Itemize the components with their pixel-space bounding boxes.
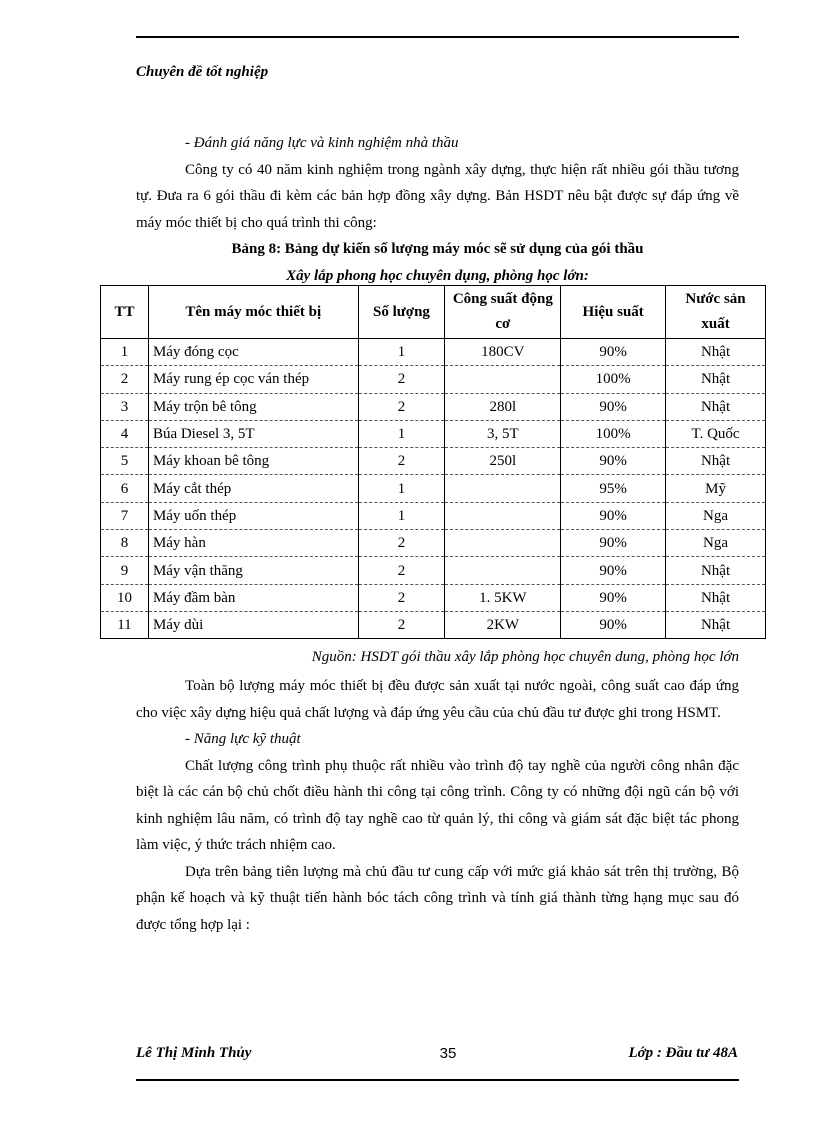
- table-cell: Máy trộn bê tông: [148, 393, 358, 420]
- table-cell: 90%: [561, 557, 666, 584]
- table-row: [101, 448, 766, 475]
- table-cell: 11: [101, 611, 149, 638]
- table-cell: Mỹ: [666, 475, 766, 502]
- column-header: TT: [101, 286, 149, 339]
- table-header-row: [101, 286, 766, 339]
- table-cell: 2: [358, 393, 445, 420]
- table-cell: 90%: [561, 339, 666, 366]
- column-header: Tên máy móc thiết bị: [148, 286, 358, 339]
- paragraph-equipment-origin: Toàn bộ lượng máy móc thiết bị đều được sản xuất tại nước ngoài, công suất cao đáp ứng cho việc xây dựng hiệu quả chất lượng và đáp ứng yêu cầu của chủ đầu tư được ghi trong HSMT.: [136, 678, 739, 721]
- section-heading-technical: - Năng lực kỹ thuật: [185, 731, 301, 747]
- table-cell: Nga: [666, 502, 766, 529]
- table-cell: 90%: [561, 448, 666, 475]
- table-cell: [445, 530, 561, 557]
- column-header: Hiệu suất: [561, 286, 666, 339]
- table-cell: Máy đóng cọc: [148, 339, 358, 366]
- paragraph-experience: Công ty có 40 năm kinh nghiệm trong ngành xây dựng, thực hiện rất nhiều gói thầu tương tự. Đưa ra 6 gói thầu đi kèm các bản hợp đồng xây dựng. Bản HSDT nêu bật được sự đáp ứng về máy móc thiết bị cho quá trình thi công:: [136, 161, 739, 231]
- table-cell: 250l: [445, 448, 561, 475]
- table-cell: [445, 366, 561, 393]
- table-row: [101, 530, 766, 557]
- column-header: Số lượng: [358, 286, 445, 339]
- table-cell: 2: [101, 366, 149, 393]
- table-cell: Búa Diesel 3, 5T: [148, 420, 358, 447]
- table-cell: T. Quốc: [666, 420, 766, 447]
- page-number: 35: [439, 1045, 457, 1062]
- table-row: [101, 366, 766, 393]
- table-cell: 3, 5T: [445, 420, 561, 447]
- table-row: [101, 475, 766, 502]
- paragraph-quality: Chất lượng công trình phụ thuộc rất nhiều vào trình độ tay nghề của người công nhân đặc biệt là các cán bộ chủ chốt điều hành thi công tại công trình. Công ty có những đội ngũ cán bộ với kinh nghiệm lâu năm, có trình độ tay nghề cao từ quản lý, thi công và giám sát đặc biệt tác phong làm việc, ý thức trách nhiệm cao.: [136, 757, 739, 853]
- table-cell: 7: [101, 502, 149, 529]
- table-cell: 1. 5KW: [445, 584, 561, 611]
- table-cell: 2KW: [445, 611, 561, 638]
- table-cell: 2: [358, 584, 445, 611]
- paragraph-estimation: Dựa trên bảng tiên lượng mà chủ đầu tư cung cấp với mức giá khảo sát trên thị trường, Bộ phận kế hoạch và kỹ thuật tiến hành bóc tách công trình và tính giá thành từng hạng mục sau đó được tổng hợp lại :: [136, 863, 739, 933]
- table-cell: 1: [358, 475, 445, 502]
- table-cell: 2: [358, 557, 445, 584]
- table-cell: Nhật: [666, 448, 766, 475]
- table-cell: Nhật: [666, 366, 766, 393]
- section-contractor-evaluation: [136, 130, 739, 289]
- table-cell: 2: [358, 366, 445, 393]
- table-cell: 2: [358, 611, 445, 638]
- section-technical-capacity: [136, 673, 739, 938]
- header-rule: [136, 36, 739, 38]
- table-cell: 5: [101, 448, 149, 475]
- table-cell: Máy vận thăng: [148, 557, 358, 584]
- table-cell: Máy dùi: [148, 611, 358, 638]
- table-cell: 1: [358, 502, 445, 529]
- table-cell: Nhật: [666, 393, 766, 420]
- table-row: [101, 420, 766, 447]
- table-cell: [445, 502, 561, 529]
- table-cell: 8: [101, 530, 149, 557]
- table-row: [101, 611, 766, 638]
- table-cell: 280l: [445, 393, 561, 420]
- table-cell: Máy rung ép cọc ván thép: [148, 366, 358, 393]
- table-cell: Nhật: [666, 611, 766, 638]
- table-cell: [445, 475, 561, 502]
- table-cell: 1: [101, 339, 149, 366]
- table-row: [101, 557, 766, 584]
- table-row: [101, 584, 766, 611]
- table-cell: Máy uốn thép: [148, 502, 358, 529]
- table-cell: Nhật: [666, 584, 766, 611]
- table-cell: 90%: [561, 584, 666, 611]
- table-cell: 90%: [561, 530, 666, 557]
- table-cell: Nhật: [666, 339, 766, 366]
- table-caption: Bảng 8: Bảng dự kiến số lượng máy móc sẽ sử dụng của gói thầu: [231, 241, 644, 257]
- table-cell: 3: [101, 393, 149, 420]
- table-cell: 6: [101, 475, 149, 502]
- table-cell: 180CV: [445, 339, 561, 366]
- section-heading-capacity: - Đánh giá năng lực và kinh nghiệm nhà thầu: [185, 135, 459, 151]
- table-cell: 95%: [561, 475, 666, 502]
- table-cell: 100%: [561, 420, 666, 447]
- table-cell: 90%: [561, 502, 666, 529]
- footer-author: Lê Thị Minh Thủy: [136, 1045, 252, 1061]
- table-cell: 90%: [561, 393, 666, 420]
- document-header-title: Chuyên đề tốt nghiệp: [136, 64, 269, 80]
- table-cell: 1: [358, 420, 445, 447]
- footer-rule: [136, 1079, 739, 1081]
- column-header: Công suất động cơ: [445, 286, 561, 339]
- table-row: [101, 393, 766, 420]
- table-cell: Nhật: [666, 557, 766, 584]
- table-cell: Máy cắt thép: [148, 475, 358, 502]
- table-row: [101, 502, 766, 529]
- table-cell: Nga: [666, 530, 766, 557]
- table-cell: Máy hàn: [148, 530, 358, 557]
- table-cell: Máy khoan bê tông: [148, 448, 358, 475]
- table-cell: 10: [101, 584, 149, 611]
- table-cell: 2: [358, 530, 445, 557]
- table-cell: [445, 557, 561, 584]
- table-cell: 9: [101, 557, 149, 584]
- table-source-note: Nguồn: HSDT gói thầu xây lắp phòng học chuyên dung, phòng học lớn: [311, 649, 739, 665]
- table-subcaption: Xây lắp phong học chuyên dụng, phòng học lớn:: [286, 267, 589, 284]
- table-cell: 100%: [561, 366, 666, 393]
- table-cell: 1: [358, 339, 445, 366]
- footer-class: Lớp : Đầu tư 48A: [628, 1045, 738, 1061]
- table-cell: 2: [358, 448, 445, 475]
- table-row: [101, 339, 766, 366]
- table-cell: 90%: [561, 611, 666, 638]
- table-cell: 4: [101, 420, 149, 447]
- table-cell: Máy đầm bàn: [148, 584, 358, 611]
- column-header: Nước sản xuất: [666, 286, 766, 339]
- equipment-table: [100, 285, 766, 639]
